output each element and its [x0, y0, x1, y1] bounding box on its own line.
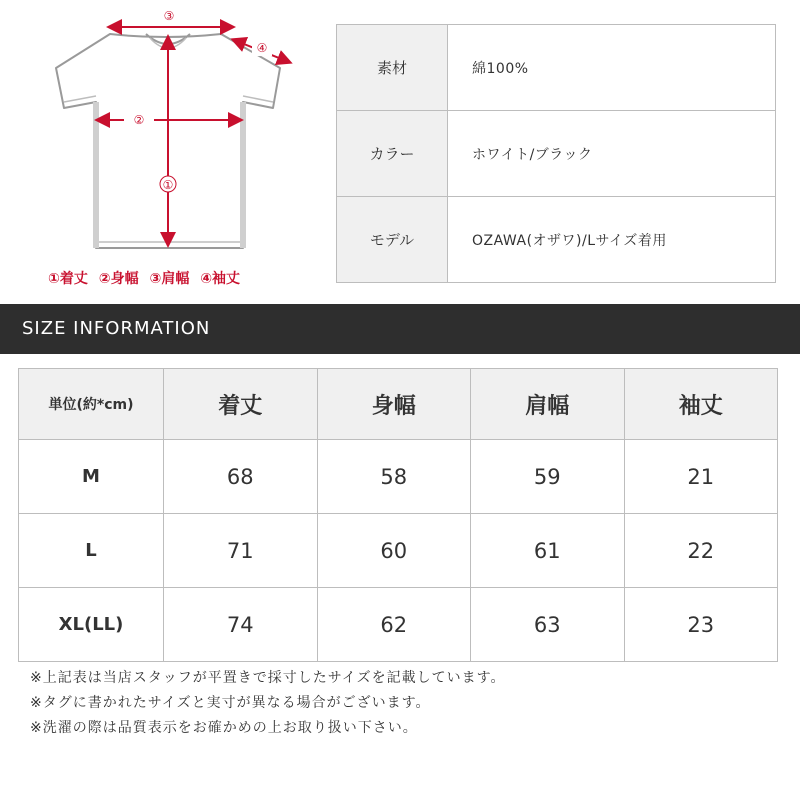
size-table: [18, 368, 778, 662]
spec-value: ホワイト/ブラック: [448, 111, 776, 197]
spec-key: モデル: [337, 197, 448, 283]
tshirt-measurement-diagram: [0, 0, 330, 300]
notes: [30, 666, 506, 741]
header-width: 身幅: [317, 369, 471, 440]
table-row: [19, 514, 778, 588]
marker-1: ①: [162, 178, 174, 192]
size-cell: 60: [317, 514, 471, 588]
size-label: XL(LL): [19, 588, 164, 662]
size-cell: 61: [471, 514, 625, 588]
size-label: L: [19, 514, 164, 588]
header-shoulder: 肩幅: [471, 369, 625, 440]
size-cell: 63: [471, 588, 625, 662]
legend-shoulder: ③肩幅: [149, 271, 190, 287]
size-information-banner: [0, 304, 800, 354]
banner-title: SIZE INFORMATION: [22, 318, 211, 339]
spec-row-material: [337, 25, 776, 111]
header-unit: 単位(約*cm): [19, 369, 164, 440]
size-cell: 23: [624, 588, 778, 662]
legend-sleeve: ④袖丈: [200, 271, 241, 287]
note-line: ※タグに書かれたサイズと実寸が異なる場合がございます。: [30, 695, 431, 711]
header-length: 着丈: [164, 369, 318, 440]
spec-row-color: [337, 111, 776, 197]
size-cell: 74: [164, 588, 318, 662]
note-line: ※上記表は当店スタッフが平置きで採寸したサイズを記載しています。: [30, 670, 506, 686]
marker-4: ④: [256, 41, 268, 55]
size-cell: 62: [317, 588, 471, 662]
spec-row-model: [337, 197, 776, 283]
size-cell: 21: [624, 440, 778, 514]
spec-key: カラー: [337, 111, 448, 197]
spec-value: OZAWA(オザワ)/Lサイズ着用: [448, 197, 776, 283]
spec-key: 素材: [337, 25, 448, 111]
size-cell: 71: [164, 514, 318, 588]
spec-value: 綿100%: [448, 25, 776, 111]
note-line: ※洗濯の際は品質表示をお確かめの上お取り扱い下さい。: [30, 720, 418, 736]
size-table-header: [19, 369, 778, 440]
table-row: [19, 440, 778, 514]
product-spec-table: [336, 24, 776, 283]
size-cell: 22: [624, 514, 778, 588]
size-cell: 58: [317, 440, 471, 514]
size-cell: 59: [471, 440, 625, 514]
marker-3: ③: [163, 9, 175, 23]
legend-length: ①着丈: [48, 271, 88, 287]
legend-width: ②身幅: [98, 271, 139, 287]
marker-2: ②: [133, 113, 145, 127]
size-cell: 68: [164, 440, 318, 514]
size-label: M: [19, 440, 164, 514]
measurement-legend: [48, 268, 246, 288]
header-sleeve: 袖丈: [624, 369, 778, 440]
table-row: [19, 588, 778, 662]
